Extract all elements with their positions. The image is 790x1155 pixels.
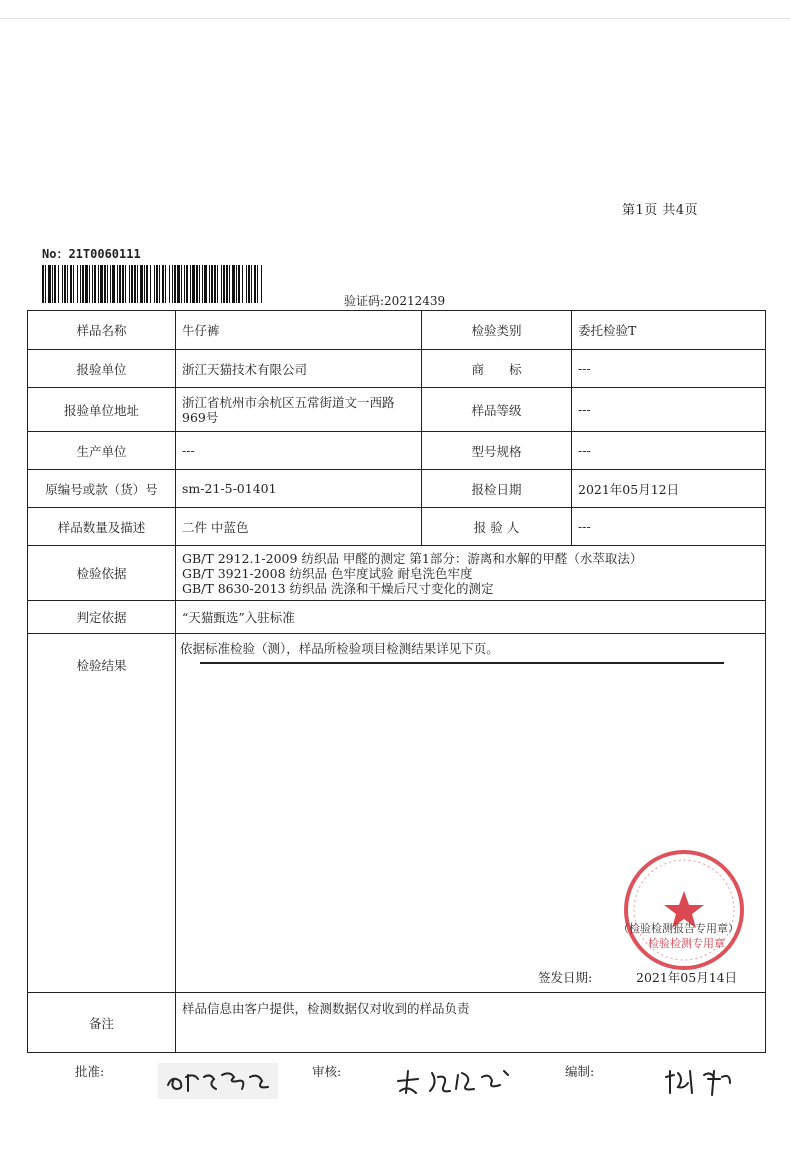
sample-name-label: 样品名称	[28, 311, 176, 350]
approver-signature	[158, 1063, 278, 1099]
table-row	[28, 508, 766, 546]
barcode-bar	[107, 265, 108, 303]
barcode-bar	[192, 265, 195, 303]
barcode-bar	[110, 265, 111, 303]
barcode-bar	[242, 265, 243, 303]
trademark-value: ---	[572, 350, 766, 388]
barcode-bar	[246, 265, 247, 303]
barcode-bar	[199, 265, 200, 303]
barcode-bar	[211, 265, 213, 303]
report-number: No：21T0060111	[42, 247, 141, 261]
page-number: 第1页 共4页	[622, 203, 699, 218]
barcode-bar	[181, 265, 182, 303]
remarks-label: 备注	[28, 993, 176, 1053]
barcode-bar	[73, 265, 74, 303]
table-row	[28, 634, 766, 993]
barcode-bar	[254, 265, 256, 303]
barcode-bar	[52, 265, 53, 303]
barcode-bar	[82, 265, 84, 303]
barcode-bar	[112, 265, 115, 303]
original-no-label: 原编号或款（货）号	[28, 470, 176, 508]
barcode-bar	[156, 265, 158, 303]
inspection-type-label: 检验类别	[422, 311, 572, 350]
applicant-value: 浙江天猫技术有限公司	[176, 350, 422, 388]
barcode-bar	[154, 265, 155, 303]
barcode-bar	[125, 265, 126, 303]
barcode-bar	[186, 265, 188, 303]
barcode-bar	[248, 265, 250, 303]
barcode-bar	[232, 265, 235, 303]
result-value: 依据标准检验（测），样品所检验项目检测结果详见下页。	[180, 641, 499, 656]
barcode-bar	[42, 265, 44, 303]
barcode-bar	[119, 265, 121, 303]
barcode-bar	[169, 265, 170, 303]
applicant-address-label: 报验单位地址	[28, 388, 176, 432]
basis-line: GB/T 8630-2013 纺织品 洗涤和干燥后尺寸变化的测定	[182, 580, 494, 596]
barcode-bar	[129, 265, 130, 303]
basis-label: 检验依据	[28, 546, 176, 601]
compile-label: 编制:	[565, 1064, 595, 1079]
table-row	[28, 388, 766, 432]
barcode-bar	[202, 265, 203, 303]
barcode-bar	[58, 265, 59, 303]
barcode-bar	[45, 265, 46, 303]
inspection-type-value: 委托检验T	[572, 311, 766, 350]
table-row	[28, 601, 766, 634]
result-underline	[200, 662, 724, 664]
manufacturer-value: ---	[176, 432, 422, 470]
barcode-bar	[204, 265, 207, 303]
report-table	[27, 310, 766, 1053]
barcode-bar	[236, 265, 237, 303]
table-row	[28, 432, 766, 470]
reviewer-signature	[392, 1063, 516, 1099]
basis-value	[176, 546, 766, 601]
barcode-bar	[48, 265, 51, 303]
result-label: 检验结果	[28, 634, 176, 993]
issue-date-label: 签发日期:	[538, 970, 593, 985]
barcode-bar	[196, 265, 198, 303]
barcode-bar	[221, 265, 222, 303]
barcode	[42, 265, 264, 303]
barcode-bar	[64, 265, 66, 303]
barcode-bar	[214, 265, 216, 303]
seal-caption: （检验检测报告专用章）	[618, 922, 739, 935]
barcode-bar	[70, 265, 72, 303]
review-label: 审核:	[312, 1064, 342, 1079]
original-no-value: sm-21-5-01401	[176, 470, 422, 508]
barcode-bar	[238, 265, 240, 303]
barcode-bar	[261, 265, 262, 303]
barcode-bar	[117, 265, 118, 303]
table-row	[28, 470, 766, 508]
barcode-bar	[131, 265, 133, 303]
verification-code: 验证码:20212439	[344, 294, 446, 308]
barcode-bar	[144, 265, 145, 303]
barcode-bar	[100, 265, 103, 303]
barcode-bar	[174, 265, 176, 303]
barcode-bar	[223, 265, 225, 303]
table-row	[28, 350, 766, 388]
barcode-bar	[92, 265, 93, 303]
barcode-bar	[85, 265, 88, 303]
applicant-address-value: 浙江省杭州市余杭区五常街道文一西路969号	[176, 388, 422, 432]
trademark-label: 商 标	[422, 350, 572, 388]
reporter-value: ---	[572, 508, 766, 546]
model-spec-label: 型号规格	[422, 432, 572, 470]
barcode-bar	[140, 265, 143, 303]
barcode-bar	[257, 265, 258, 303]
barcode-bar	[165, 265, 166, 303]
official-seal	[621, 847, 747, 973]
barcode-bar	[137, 265, 138, 303]
barcode-bar	[150, 265, 151, 303]
quantity-value: 二件 中蓝色	[176, 508, 422, 546]
barcode-bar	[134, 265, 136, 303]
sample-name-value: 牛仔裤	[176, 311, 422, 350]
barcode-bar	[89, 265, 90, 303]
quantity-label: 样品数量及描述	[28, 508, 176, 546]
barcode-bar	[94, 265, 96, 303]
basis-line: GB/T 3921-2008 纺织品 色牢度试验 耐皂洗色牢度	[182, 565, 473, 581]
barcode-bar	[177, 265, 180, 303]
barcode-bar	[184, 265, 185, 303]
sample-grade-label: 样品等级	[422, 388, 572, 432]
barcode-bar	[77, 265, 78, 303]
reporter-label: 报 验 人	[422, 508, 572, 546]
report-date-value: 2021年05月12日	[572, 470, 766, 508]
sample-grade-value: ---	[572, 388, 766, 432]
barcode-bar	[67, 265, 68, 303]
barcode-bar	[251, 265, 252, 303]
barcode-bar	[226, 265, 228, 303]
report-date-label: 报检日期	[422, 470, 572, 508]
applicant-label: 报验单位	[28, 350, 176, 388]
issue-date-value: 2021年05月14日	[636, 970, 738, 985]
barcode-bar	[162, 265, 164, 303]
judgment-value: “天猫甄选”入驻标准	[176, 601, 766, 634]
barcode-bar	[54, 265, 56, 303]
manufacturer-label: 生产单位	[28, 432, 176, 470]
table-row	[28, 993, 766, 1053]
barcode-bar	[62, 265, 63, 303]
barcode-bar	[146, 265, 148, 303]
remarks-value: 样品信息由客户提供，检测数据仅对收到的样品负责	[176, 993, 766, 1053]
barcode-bar	[190, 265, 191, 303]
top-divider	[0, 18, 790, 19]
table-row	[28, 546, 766, 601]
barcode-bar	[217, 265, 218, 303]
barcode-bar	[98, 265, 99, 303]
barcode-bar	[122, 265, 124, 303]
seal-subcaption: 检验检测专用章	[648, 937, 725, 950]
judgment-label: 判定依据	[28, 601, 176, 634]
barcode-bar	[159, 265, 160, 303]
basis-line: GB/T 2912.1-2009 纺织品 甲醛的测定 第1部分：游离和水解的甲醛（水萃取法）	[182, 550, 643, 566]
table-row	[28, 311, 766, 350]
barcode-bar	[80, 265, 81, 303]
model-spec-value: ---	[572, 432, 766, 470]
barcode-bar	[229, 265, 230, 303]
barcode-bar	[209, 265, 210, 303]
barcode-bar	[172, 265, 173, 303]
result-cell	[176, 634, 766, 993]
barcode-bar	[104, 265, 106, 303]
approve-label: 批准:	[75, 1064, 105, 1079]
compiler-signature	[660, 1063, 740, 1099]
